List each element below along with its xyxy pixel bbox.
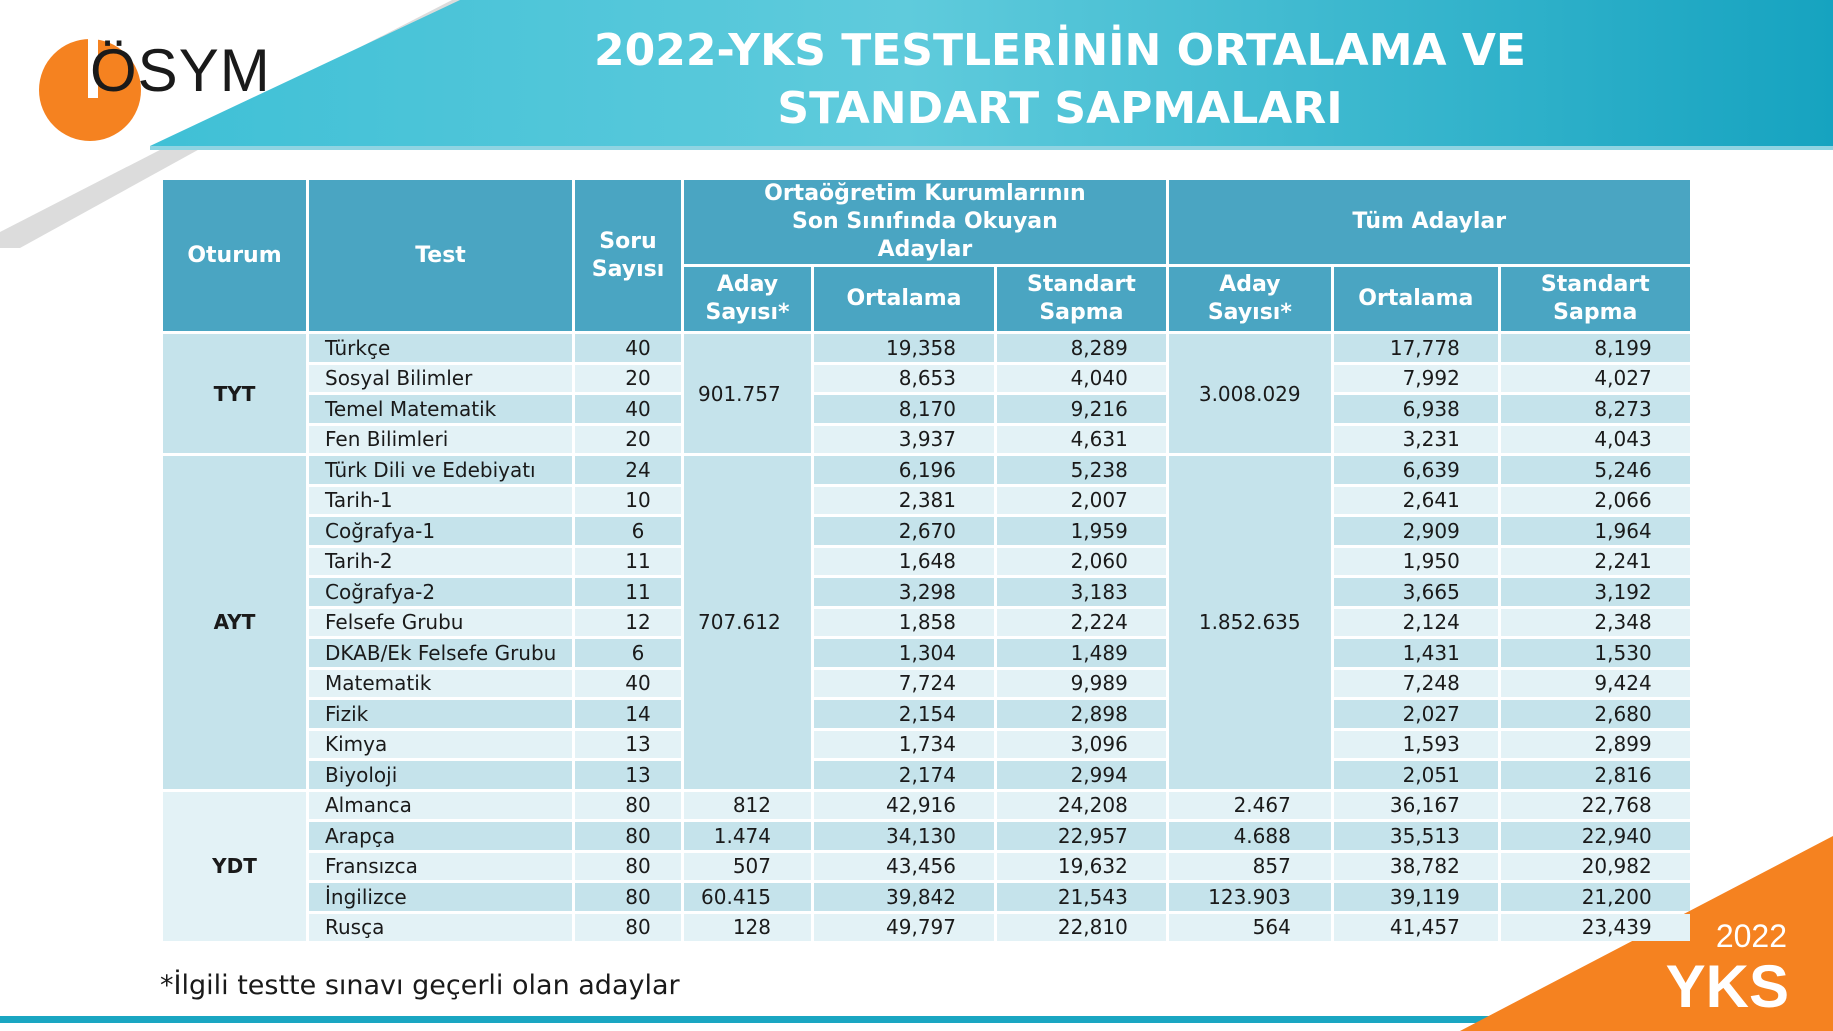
cell-sapma-2: 5,246: [1501, 456, 1690, 484]
cell-test: Felsefe Grubu: [309, 609, 572, 637]
cell-soru: 11: [575, 548, 681, 576]
cell-sapma-1: 19,632: [997, 853, 1166, 881]
cell-ortalama-2: 6,639: [1334, 456, 1498, 484]
cell-ortalama-2: 17,778: [1334, 334, 1498, 362]
cell-ortalama-2: 41,457: [1334, 914, 1498, 942]
cell-test: Türk Dili ve Edebiyatı: [309, 456, 572, 484]
cell-test: Türkçe: [309, 334, 572, 362]
header-ortalama-1: Ortalama: [814, 267, 994, 331]
cell-sapma-2: 9,424: [1501, 670, 1690, 698]
cell-ortalama-1: 2,154: [814, 700, 994, 728]
cell-aday-2: 123.903: [1169, 883, 1331, 911]
cell-sapma-1: 21,543: [997, 883, 1166, 911]
cell-test: Fransızca: [309, 853, 572, 881]
cell-aday-ayt-1: 707.612: [684, 456, 811, 789]
header-group-tum: Tüm Adaylar: [1169, 180, 1690, 264]
cell-ortalama-2: 35,513: [1334, 822, 1498, 850]
cell-test: Matematik: [309, 670, 572, 698]
session-tyt: TYT: [163, 334, 306, 453]
cell-ortalama-1: 8,653: [814, 365, 994, 393]
cell-sapma-2: 2,066: [1501, 487, 1690, 515]
cell-sapma-2: 23,439: [1501, 914, 1690, 942]
cell-soru: 80: [575, 792, 681, 820]
header-band-edge: [150, 146, 1833, 150]
cell-sapma-2: 4,027: [1501, 365, 1690, 393]
cell-aday-2: 857: [1169, 853, 1331, 881]
cell-test: Sosyal Bilimler: [309, 365, 572, 393]
cell-sapma-1: 2,007: [997, 487, 1166, 515]
cell-soru: 80: [575, 853, 681, 881]
cell-sapma-2: 20,982: [1501, 853, 1690, 881]
cell-soru: 13: [575, 761, 681, 789]
cell-ortalama-2: 1,593: [1334, 731, 1498, 759]
header-soru: Soru Sayısı: [575, 180, 681, 331]
cell-ortalama-1: 43,456: [814, 853, 994, 881]
table-row: [163, 365, 1690, 393]
cell-sapma-2: 2,241: [1501, 548, 1690, 576]
cell-ortalama-1: 6,196: [814, 456, 994, 484]
cell-soru: 12: [575, 609, 681, 637]
cell-soru: 10: [575, 487, 681, 515]
cell-sapma-1: 22,957: [997, 822, 1166, 850]
table-row: [163, 639, 1690, 667]
cell-ortalama-1: 19,358: [814, 334, 994, 362]
cell-test: Fen Bilimleri: [309, 426, 572, 454]
cell-sapma-2: 2,899: [1501, 731, 1690, 759]
cell-ortalama-2: 1,431: [1334, 639, 1498, 667]
cell-ortalama-2: 38,782: [1334, 853, 1498, 881]
page-title-line1: 2022-YKS TESTLERİNİN ORTALAMA VE: [594, 25, 1526, 76]
footnote: *İlgili testte sınavı geçerli olan adaylar: [160, 970, 680, 1001]
cell-sapma-1: 22,810: [997, 914, 1166, 942]
cell-ortalama-2: 39,119: [1334, 883, 1498, 911]
cell-soru: 80: [575, 822, 681, 850]
cell-ortalama-2: 3,665: [1334, 578, 1498, 606]
cell-ortalama-1: 1,734: [814, 731, 994, 759]
cell-ortalama-2: 36,167: [1334, 792, 1498, 820]
cell-sapma-1: 2,898: [997, 700, 1166, 728]
cell-ortalama-1: 2,670: [814, 517, 994, 545]
cell-sapma-2: 2,680: [1501, 700, 1690, 728]
table-row: [163, 426, 1690, 454]
header-oturum: Oturum: [163, 180, 306, 331]
cell-sapma-1: 1,489: [997, 639, 1166, 667]
cell-sapma-1: 2,060: [997, 548, 1166, 576]
cell-soru: 40: [575, 334, 681, 362]
cell-test: Arapça: [309, 822, 572, 850]
cell-sapma-2: 1,530: [1501, 639, 1690, 667]
cell-test: Biyoloji: [309, 761, 572, 789]
cell-test: Rusça: [309, 914, 572, 942]
cell-sapma-1: 4,631: [997, 426, 1166, 454]
cell-ortalama-2: 2,027: [1334, 700, 1498, 728]
cell-ortalama-1: 8,170: [814, 395, 994, 423]
cell-test: Coğrafya-1: [309, 517, 572, 545]
cell-soru: 80: [575, 914, 681, 942]
table-row: [163, 395, 1690, 423]
cell-sapma-1: 3,096: [997, 731, 1166, 759]
cell-soru: 20: [575, 426, 681, 454]
brand-year: 2022: [1715, 918, 1787, 954]
table-row: [163, 670, 1690, 698]
cell-ortalama-1: 42,916: [814, 792, 994, 820]
cell-aday-tyt-2: 3.008.029: [1169, 334, 1331, 453]
table-row: [163, 548, 1690, 576]
cell-sapma-1: 9,989: [997, 670, 1166, 698]
cell-ortalama-1: 2,381: [814, 487, 994, 515]
header-sapma-1: Standart Sapma: [997, 267, 1166, 331]
table-row: [163, 731, 1690, 759]
cell-sapma-2: 8,273: [1501, 395, 1690, 423]
cell-sapma-1: 1,959: [997, 517, 1166, 545]
cell-ortalama-2: 2,124: [1334, 609, 1498, 637]
header-aday-2: Aday Sayısı*: [1169, 267, 1331, 331]
cell-soru: 6: [575, 639, 681, 667]
cell-test: DKAB/Ek Felsefe Grubu: [309, 639, 572, 667]
table-row: [163, 822, 1690, 850]
table-row: [163, 334, 1690, 362]
cell-test: Temel Matematik: [309, 395, 572, 423]
cell-ortalama-2: 7,992: [1334, 365, 1498, 393]
cell-ortalama-1: 7,724: [814, 670, 994, 698]
cell-sapma-1: 5,238: [997, 456, 1166, 484]
cell-sapma-2: 4,043: [1501, 426, 1690, 454]
table-row: [163, 700, 1690, 728]
cell-ortalama-1: 3,298: [814, 578, 994, 606]
page-title-line2: STANDART SAPMALARI: [777, 83, 1343, 134]
cell-soru: 24: [575, 456, 681, 484]
cell-sapma-2: 22,768: [1501, 792, 1690, 820]
table-row: [163, 914, 1690, 942]
cell-test: Tarih-1: [309, 487, 572, 515]
header-test: Test: [309, 180, 572, 331]
cell-sapma-2: 2,348: [1501, 609, 1690, 637]
cell-aday-2: 2.467: [1169, 792, 1331, 820]
cell-ortalama-2: 3,231: [1334, 426, 1498, 454]
table-row: [163, 761, 1690, 789]
cell-test: Coğrafya-2: [309, 578, 572, 606]
cell-sapma-1: 24,208: [997, 792, 1166, 820]
cell-ortalama-2: 7,248: [1334, 670, 1498, 698]
cell-ortalama-2: 6,938: [1334, 395, 1498, 423]
cell-aday-2: 564: [1169, 914, 1331, 942]
header-group-ortaogretim: Ortaöğretim Kurumlarının Son Sınıfında Okuyan Adaylar: [684, 180, 1166, 264]
cell-ortalama-2: 2,909: [1334, 517, 1498, 545]
cell-sapma-1: 9,216: [997, 395, 1166, 423]
session-ydt: YDT: [163, 792, 306, 942]
cell-ortalama-1: 49,797: [814, 914, 994, 942]
cell-ortalama-1: 2,174: [814, 761, 994, 789]
cell-soru: 80: [575, 883, 681, 911]
cell-ortalama-1: 1,858: [814, 609, 994, 637]
table-row: [163, 853, 1690, 881]
cell-sapma-2: 2,816: [1501, 761, 1690, 789]
results-table: [160, 177, 1693, 944]
cell-ortalama-1: 3,937: [814, 426, 994, 454]
cell-aday-1: 60.415: [684, 883, 811, 911]
cell-test: İngilizce: [309, 883, 572, 911]
cell-ortalama-2: 2,051: [1334, 761, 1498, 789]
cell-sapma-1: 2,224: [997, 609, 1166, 637]
cell-ortalama-1: 1,648: [814, 548, 994, 576]
cell-aday-2: 4.688: [1169, 822, 1331, 850]
cell-ortalama-2: 1,950: [1334, 548, 1498, 576]
cell-sapma-2: 21,200: [1501, 883, 1690, 911]
cell-test: Kimya: [309, 731, 572, 759]
cell-test: Tarih-2: [309, 548, 572, 576]
cell-sapma-1: 2,994: [997, 761, 1166, 789]
cell-ortalama-2: 2,641: [1334, 487, 1498, 515]
cell-soru: 20: [575, 365, 681, 393]
table-row: [163, 792, 1690, 820]
cell-ortalama-1: 39,842: [814, 883, 994, 911]
table-row: [163, 609, 1690, 637]
cell-sapma-2: 8,199: [1501, 334, 1690, 362]
header-aday-1: Aday Sayısı*: [684, 267, 811, 331]
cell-sapma-1: 4,040: [997, 365, 1166, 393]
cell-soru: 40: [575, 395, 681, 423]
cell-sapma-2: 1,964: [1501, 517, 1690, 545]
cell-soru: 13: [575, 731, 681, 759]
cell-aday-1: 812: [684, 792, 811, 820]
logo: ÖSYM: [90, 37, 271, 104]
table-row: [163, 517, 1690, 545]
cell-test: Fizik: [309, 700, 572, 728]
table-row: [163, 883, 1690, 911]
cell-aday-tyt-1: 901.757: [684, 334, 811, 453]
cell-test: Almanca: [309, 792, 572, 820]
cell-soru: 11: [575, 578, 681, 606]
cell-soru: 40: [575, 670, 681, 698]
table-row: [163, 456, 1690, 484]
cell-sapma-2: 3,192: [1501, 578, 1690, 606]
cell-sapma-1: 3,183: [997, 578, 1166, 606]
session-ayt: AYT: [163, 456, 306, 789]
cell-sapma-2: 22,940: [1501, 822, 1690, 850]
cell-ortalama-1: 1,304: [814, 639, 994, 667]
cell-aday-1: 1.474: [684, 822, 811, 850]
brand-name: YKS: [1665, 953, 1789, 1020]
header-ortalama-2: Ortalama: [1334, 267, 1498, 331]
cell-ortalama-1: 34,130: [814, 822, 994, 850]
header-sapma-2: Standart Sapma: [1501, 267, 1690, 331]
cell-aday-1: 507: [684, 853, 811, 881]
table-row: [163, 578, 1690, 606]
cell-aday-1: 128: [684, 914, 811, 942]
cell-soru: 14: [575, 700, 681, 728]
cell-soru: 6: [575, 517, 681, 545]
cell-aday-ayt-2: 1.852.635: [1169, 456, 1331, 789]
cell-sapma-1: 8,289: [997, 334, 1166, 362]
table-row: [163, 487, 1690, 515]
